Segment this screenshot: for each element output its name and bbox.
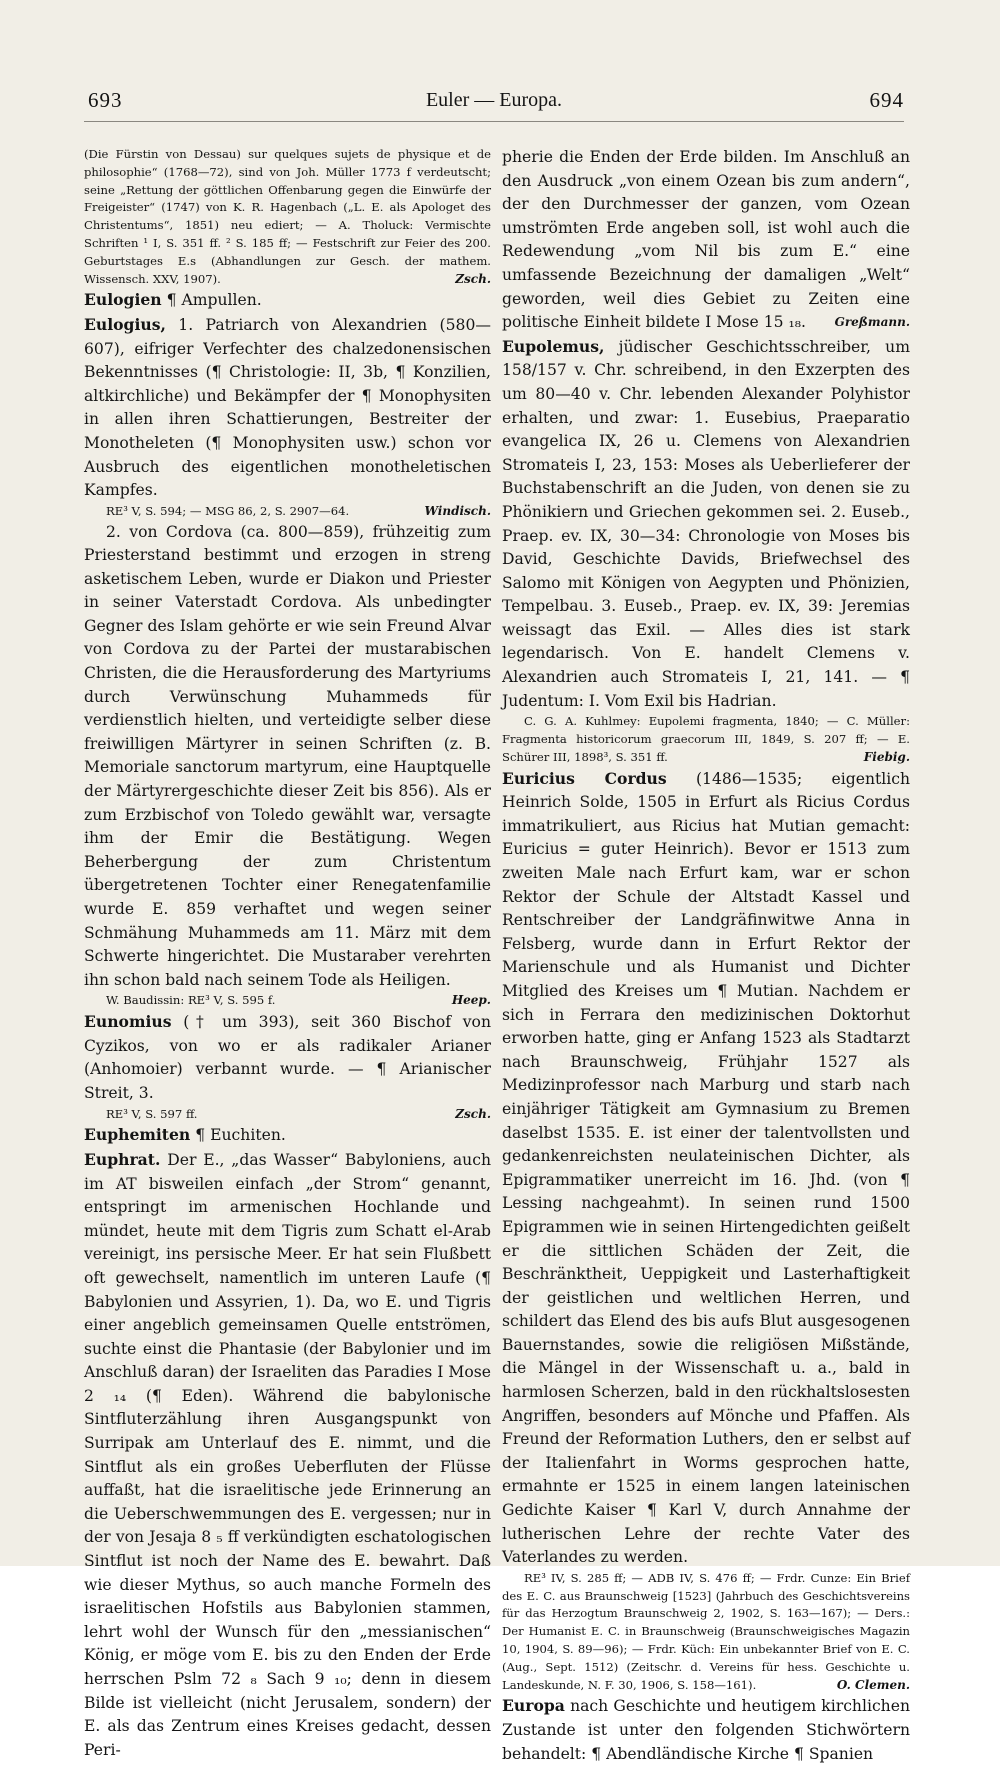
entry-text: († um 393), seit 360 Bischof von Cyzikos, von wo er als radikaler Arianer (Anhomoier) verbannt wurde. — ¶ Arianischer Streit, 3. [84, 1013, 491, 1102]
entry-literature [502, 1570, 910, 1695]
right-column [502, 146, 910, 1766]
page-number-right: 694 [869, 88, 904, 112]
headword: Eunomius [84, 1012, 172, 1032]
euler-literature [84, 146, 491, 288]
entry-eulogien [84, 288, 491, 313]
entry-eupolemus [502, 335, 910, 714]
running-head: Euler — Europa. [425, 89, 563, 111]
headword: Euphemiten [84, 1125, 191, 1145]
author-signature: Zsch. [455, 1106, 491, 1121]
cross-reference: ¶ Euchiten. [195, 1126, 286, 1145]
entry-euphemiten [84, 1123, 491, 1148]
cross-reference: ¶ Ampullen. [166, 291, 262, 310]
left-column [84, 146, 491, 1762]
entry-euricius-cordus [502, 767, 910, 1570]
entry-text: 1. Patriarch von Alexandrien (580—607), eifriger Verfechter des chalzedonensischen Bekenntnisses (¶ Christologie: II, 3b, ¶ Konzilien, altkirchliche) und Bekämpfer der ¶ Monophysiten in allen ihren Schattierungen, Bestreiter der Monotheleten (¶ Monophysiten usw.) schon vor Ausbruch des eigentlichen monotheletischen Kampfes. [84, 315, 491, 500]
entry-euphrat-continued [502, 146, 910, 335]
page-header [84, 88, 904, 118]
entry-literature [84, 992, 491, 1010]
literature-text: RE³ V, S. 594; — MSG 86, 2, S. 2907—64. [106, 503, 350, 518]
headword: Euricius Cordus [502, 768, 667, 788]
literature-text: RE³ IV, S. 285 ff; — ADB IV, S. 476 ff; — Frdr. Cunze: Ein Brief des E. C. aus Braunschweig [1523] (Jahrbuch des Geschichtsvereins für das Herzogtum Braunschweig 2, 1902, S. 163—167); — Ders.: Der Humanist E. C. in Braunschweig (Braunschweigisches Magazin 10, 1904, S. 89—96); — Frdr. Küch: Ein unbekannter Brief von E. C. (Aug., Sept. 1512) (Zeitschr. d. Vereins für hess. Geschichte u. Landeskunde, N. F. 30, 1906, S. 158—161). [502, 1570, 910, 1692]
headword: Euphrat. [84, 1149, 161, 1169]
entry-literature [502, 713, 910, 766]
author-signature: Greßmann. [834, 315, 910, 330]
author-signature: O. Clemen. [836, 1677, 910, 1692]
page-number-left: 693 [88, 88, 123, 112]
literature-text: C. G. A. Kuhlmey: Eupolemi fragmenta, 1840; — C. Müller: Fragmenta historicorum graecorum III, 1849, S. 207 ff; — E. Schürer III, 1898³, S. 351 ff. [502, 714, 910, 764]
euler-literature-text: (Die Fürstin von Dessau) sur quelques sujets de physique et de philosophie“ (1768—72), sind von Joh. Müller 1773 f verdeutscht; seine „Rettung der göttlichen Offenbarung gegen die Einwürfe der Freigeister“ (1747) von K. R. Hagenbach („L. E. als Apologet des Christentums“, 1851) neu ediert; — A. Tholuck: Vermischte Schriften ¹ I, S. 351 ff. ² S. 185 ff; — Festschrift zur Feier des 200. Geburtstages E.s (Abhandlungen zur Gesch. der mathem. Wissensch. XXV, 1907). [84, 147, 491, 286]
entry-literature [84, 503, 491, 521]
entry-text: (1486—1535; eigentlich Heinrich Solde, 1505 in Erfurt als Ricius Cordus immatrikuliert, aus Ricius hat Mutian gemacht: Euricius = guter Heinrich). Bevor er 1513 zum zweiten Male nach Erfurt kam, war er schon Rektor der Schule der Altstadt Kassel und Rentschreiber der Landgräfinwitwe Anna in Felsberg, wurde dann in Erfurt Rektor der Marienschule und als Humanist und Dichter Mitglied des Kreises um ¶ Mutian. Nachdem er sich in Ferrara den medizinischen Doktorhut erworben hatte, ging er Anfang 1523 als Stadtarzt nach Braunschweig, Frühjahr 1527 als Medizinprofessor nach Marburg und starb nach einjähriger Tätigkeit am Gymnasium zu Bremen daselbst 1535. E. ist einer der talentvollsten und gedankenreichsten neulateinischen Dichter, als Epigrammatiker unerreicht im 16. Jhd. (von ¶ Lessing nachgeahmt). In seinen rund 1500 Epigrammen wie in seinen Hirtengedichten geißelt er die sittlichen Schäden der Zeit, die Beschränktheit, Ueppigkeit und Lasterhaftigkeit der geistlichen und weltlichen Herren, und schildert das Elend des bis aufs Blut ausgesogenen Bauernstandes, sowie die religiösen Mißstände, die Mängel in der Wissenschaft u. a., bald in harmlosen Scherzen, bald in den rückhaltslosesten Angriffen, besonders auf Mönche und Pfaffen. Als Freund der Reformation Luthers, den er selbst auf der Italienfahrt in Worms gesprochen hatte, ermahnte er 1525 in einem langen lateinischen Gedichte Kaiser ¶ Karl V, durch Annahme der lutherischen Lehre der rechte Vater des Vaterlandes zu werden. [502, 769, 910, 1567]
author-signature: Heep. [451, 993, 491, 1008]
entry-eulogius-1 [84, 313, 491, 503]
headword: Eulogius, [84, 314, 166, 334]
header-rule [84, 121, 904, 122]
entry-text: nach Geschichte und heutigem kirchlichen Zustande ist unter den folgenden Stichwörtern behandelt: ¶ Abendländische Kirche ¶ Spanien [502, 1697, 910, 1763]
headword: Eupolemus, [502, 336, 605, 356]
entry-text: Der E., „das Wasser“ Babyloniens, auch im AT bisweilen einfach „der Strom“ genannt, entspringt im armenischen Hochlande und mündet, heute mit dem Tigris zum Schatt el-Arab vereinigt, ins persische Meer. Er hat sein Flußbett oft gewechselt, namentlich im unteren Laufe (¶ Babylonien und Assyrien, 1). Da, wo E. und Tigris einer angeblich gemeinsamen Quelle entströmen, suchte einst die Phantasie (der Babylonier und im Anschluß daran) der Israeliten das Paradies I Mose 2 ₁₄ (¶ Eden). Während die babylonische Sintfluterzählung ihren Ausgangspunkt von Surripak am Unterlauf des E. nimmt, und die Sintflut als ein großes Ueberfluten der Flüsse auffaßt, hat die israelitische jede Erinnerung an die Ueberschwemmungen des E. vergessen; nur in der von Jesaja 8 ₅ ff verkündigten eschatologischen Sintflut ist noch der Name des E. bewahrt. Daß wie dieser Mythus, so auch manche Formeln des israelitischen Hofstils aus Babylonien stammen, lehrt wohl der Wunsch für den „messianischen“ König, er möge vom E. bis zu den Enden der Erde herrschen Pslm 72 ₈ Sach 9 ₁₀; denn in diesem Bilde ist vielleicht (nicht Jerusalem, sondern) der E. als das Zentrum eines Kreises gedacht, dessen Peri- [84, 1150, 491, 1759]
author-signature: Zsch. [455, 271, 491, 286]
entry-europa [502, 1694, 910, 1766]
entry-euphrat [84, 1148, 491, 1762]
entry-eulogius-2: 2. von Cordova (ca. 800—859), frühzeitig zum Priesterstand bestimmt und erzogen in streng asketischem Leben, wurde er Diakon und Priester in seiner Vaterstadt Cordova. Als unbedingter Gegner des Islam gehörte er wie sein Freund Alvar von Cordova zu der Partei der mustarabischen Christen, die die Herausforderung des Martyriums durch Verwünschung Muhammeds für verdienstlich hielten, und verteidigte selber diese freiwilligen Märtyrer in seinen Schriften (z. B. Memoriale sanctorum martyrum, eine Hauptquelle der Märtyrergeschichte dieser Zeit bis 856). Als er zum Erzbischof von Toledo gewählt war, versagte ihm der Emir die Bestätigung. Wegen Beherbergung der zum Christentum übergetretenen Tochter einer Renegatenfamilie wurde E. 859 verhaftet und wegen seiner Schmähung Muhammeds am 11. März mit dem Schwerte hingerichtet. Die Mustaraber verehrten ihn schon bald nach seinem Tode als Heiligen. [84, 522, 491, 989]
headword: Eulogien [84, 290, 162, 310]
headword: Europa [502, 1696, 565, 1716]
author-signature: Windisch. [424, 503, 491, 518]
entry-text: jüdischer Geschichtsschreiber, um 158/157 v. Chr. schreibend, in den Exzerpten des um 80—40 v. Chr. lebenden Alexander Polyhistor erhalten, und zwar: 1. Eusebius, Praeparatio evangelica IX, 26 u. Clemens von Alexandrien Stromateis I, 23, 153: Moses als Ueberlieferer der Buchstabenschrift an die Juden, von denen sie zu Phönikiern und Griechen gekommen sei. 2. Euseb., Praep. ev. IX, 30—34: Chronologie von Moses bis David, Geschichte Davids, Briefwechsel des Salomo mit Königen von Aegypten und Phönizien, Tempelbau. 3. Euseb., Praep. ev. IX, 39: Jeremias weissagt das Exil. — Alles dies ist stark legendarisch. Von E. handelt Clemens v. Alexandrien auch Stromateis I, 21, 141. — ¶ Judentum: I. Vom Exil bis Hadrian. [502, 337, 910, 710]
literature-text: RE³ V, S. 597 ff. [106, 1106, 198, 1121]
entry-literature [84, 1106, 491, 1124]
entry-eunomius [84, 1010, 491, 1105]
literature-text: W. Baudissin: RE³ V, S. 595 f. [106, 993, 276, 1008]
author-signature: Fiebig. [863, 749, 910, 764]
entry-text: pherie die Enden der Erde bilden. Im Anschluß an den Ausdruck „von einem Ozean bis zum andern“, der den Durchmesser der ganzen, vom Ozean umströmten Erde angeben soll, ist wohl auch die Redewendung „vom Nil bis zum E.“ eine umfassende Bezeichnung der damaligen „Welt“ geworden, weil dies Gebiet zu Zeiten eine politische Einheit bildete I Mose 15 ₁₈. [502, 148, 910, 332]
